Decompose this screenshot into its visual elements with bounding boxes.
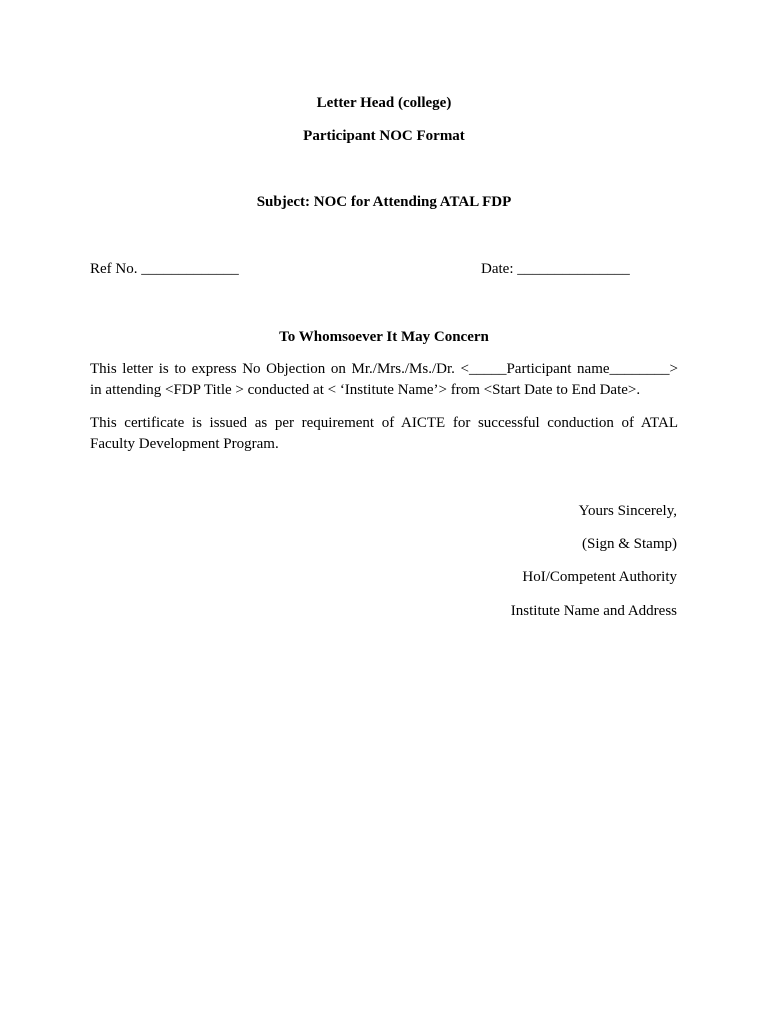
body-paragraph-2 bbox=[90, 413, 678, 455]
body-paragraph-1-line-1: This letter is to express No Objection on Mr./Mrs./Ms./Dr. <_____Participant name________> bbox=[90, 361, 678, 377]
subject-line: Subject: NOC for Attending ATAL FDP bbox=[256, 194, 512, 210]
date-field: Date: _______________ bbox=[481, 261, 630, 277]
format-title: Participant NOC Format bbox=[303, 128, 465, 144]
body-paragraph-1-line-2: in attending <FDP Title > conducted at < ‘Institute Name’> from <Start Date to End Date>. bbox=[90, 382, 641, 398]
body-paragraph-1 bbox=[90, 359, 678, 401]
authority: HoI/Competent Authority bbox=[522, 569, 677, 585]
body-paragraph-2-line-2: Faculty Development Program. bbox=[90, 436, 279, 452]
institute-name-address: Institute Name and Address bbox=[510, 603, 677, 619]
salutation: To Whomsoever It May Concern bbox=[279, 329, 489, 345]
body-paragraph-2-line-1: This certificate is issued as per requirement of AICTE for successful conduction of ATAL bbox=[90, 415, 678, 431]
closing: Yours Sincerely, bbox=[578, 503, 677, 519]
ref-no-field: Ref No. _____________ bbox=[90, 261, 239, 277]
sign-stamp: (Sign & Stamp) bbox=[581, 536, 677, 552]
letter-head: Letter Head (college) bbox=[316, 95, 452, 111]
